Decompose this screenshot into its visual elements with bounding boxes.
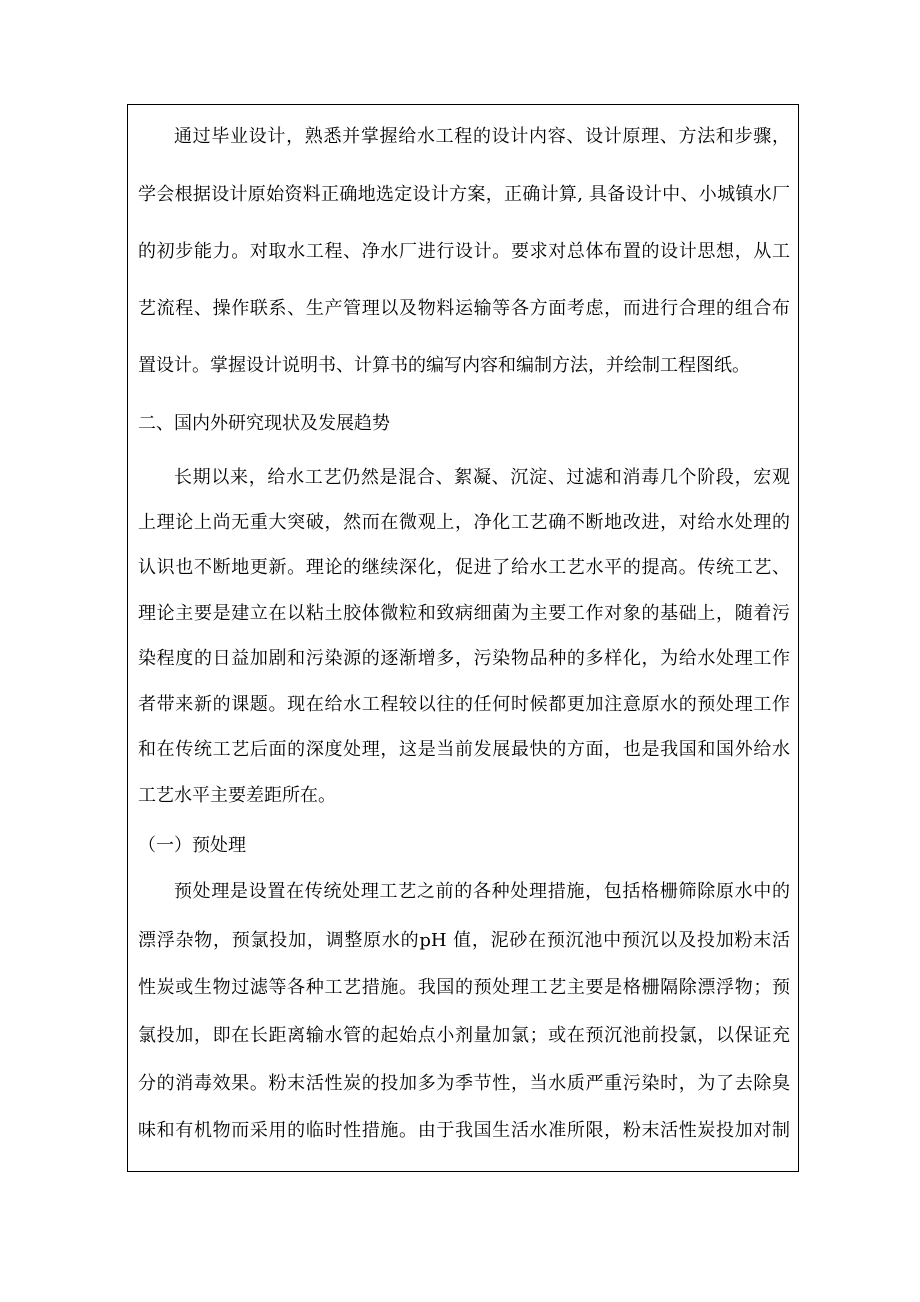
table-cell-border [127, 104, 799, 1172]
paragraph-2-line-5: 染程度的日益加剧和污染源的逐渐增多，污染物品种的多样化，为给水处理工作 [138, 648, 790, 669]
paragraph-3-line-3: 性炭或生物过滤等各种工艺措施。我国的预处理工艺主要是格栅隔除漂浮物；预 [138, 977, 790, 998]
section-heading: 二、国内外研究现状及发展趋势 [138, 413, 390, 434]
paragraph-2-line-7: 和在传统工艺后面的深度处理，这是当前发展最快的方面，也是我国和国外给水 [138, 739, 790, 760]
paragraph-2-line-8: 工艺水平主要差距所在。 [138, 785, 336, 806]
paragraph-2-line-2: 上理论上尚无重大突破，然而在微观上，净化工艺确不断地改进，对给水处理的 [138, 512, 790, 533]
paragraph-2-line-1: 长期以来，给水工艺仍然是混合、絮凝、沉淀、过滤和消毒几个阶段，宏观 [174, 467, 790, 488]
paragraph-1-line-5: 置设计。掌握设计说明书、计算书的编写内容和编制方法，并绘制工程图纸。 [138, 355, 750, 376]
paragraph-1-line-3: 的初步能力。对取水工程、净水厂进行设计。要求对总体布置的设计思想，从工 [138, 241, 790, 262]
paragraph-2-line-4: 理论主要是建立在以粘土胶体微粒和致病细菌为主要工作对象的基础上，随着污 [138, 603, 790, 624]
paragraph-1-line-1: 通过毕业设计，熟悉并掌握给水工程的设计内容、设计原理、方法和步骤， [174, 126, 790, 147]
subsection-heading: （一）预处理 [138, 835, 246, 856]
paragraph-3-line-1: 预处理是设置在传统处理工艺之前的各种处理措施，包括格栅筛除原水中的 [174, 881, 790, 902]
paragraph-2-line-6: 者带来新的课题。现在给水工程较以往的任何时候都更加注意原水的预处理工作 [138, 694, 790, 715]
paragraph-3-line-4: 氯投加，即在长距离输水管的起始点小剂量加氯；或在预沉池前投氯，以保证充 [138, 1025, 790, 1046]
paragraph-3-line-6: 味和有机物而采用的临时性措施。由于我国生活水准所限，粉末活性炭投加对制 [138, 1120, 790, 1141]
paragraph-3-line-5: 分的消毒效果。粉末活性炭的投加多为季节性，当水质严重污染时，为了去除臭 [138, 1073, 790, 1094]
paragraph-1-line-2: 学会根据设计原始资料正确地选定设计方案，正确计算, 具备设计中、小城镇水厂 [138, 184, 790, 205]
paragraph-1-line-4: 艺流程、操作联系、生产管理以及物料运输等各方面考虑，而进行合理的组合布 [138, 298, 790, 319]
paragraph-3-line-2: 漂浮杂物，预氯投加，调整原水的pH 值，泥砂在预沉池中预沉以及投加粉末活 [138, 930, 790, 951]
paragraph-2-line-3: 认识也不断地更新。理论的继续深化，促进了给水工艺水平的提高。传统工艺、 [138, 557, 790, 578]
